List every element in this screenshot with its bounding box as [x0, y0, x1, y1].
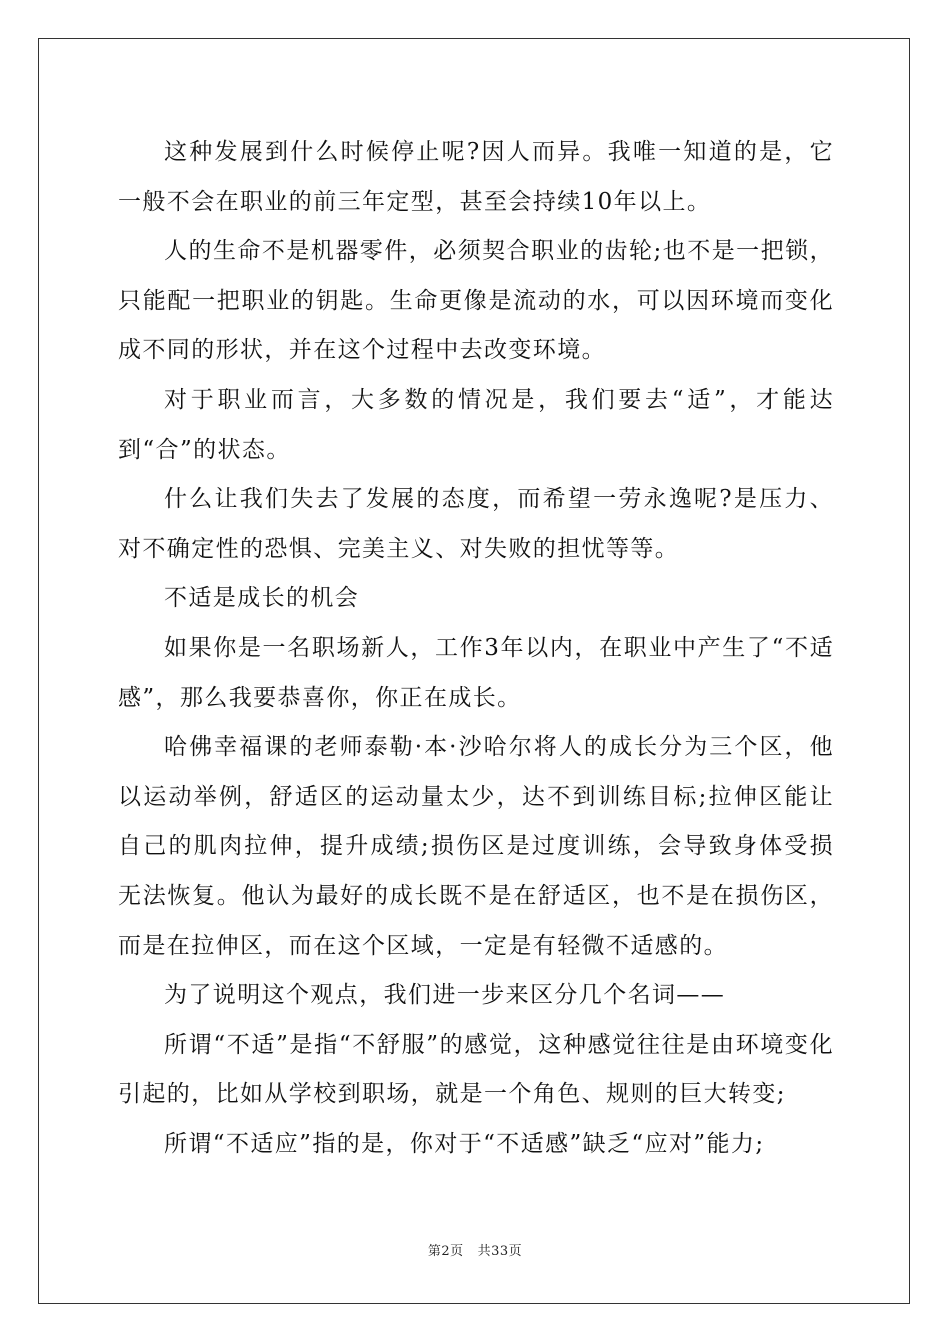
paragraph-7: 哈佛幸福课的老师泰勒·本·沙哈尔将人的成长分为三个区，他以运动举例，舒适区的运动量太少，达不到训练目标;拉伸区能让自己的肌肉拉伸，提升成绩;损伤区是过度训练，会导致身体受损无法恢复。他认为最好的成长既不是在舒适区，也不是在损伤区，而是在拉伸区，而在这个区域，一定是有轻微不适感的。 [118, 734, 834, 959]
paragraph-10: 所谓“不适应”指的是，你对于“不适感”缺乏“应对”能力; [164, 1130, 765, 1157]
page-total: 共33页 [477, 1244, 523, 1259]
paragraph-3: 对于职业而言，大多数的情况是，我们要去“适”，才能达到“合”的状态。 [118, 386, 834, 463]
paragraph-2: 人的生命不是机器零件，必须契合职业的齿轮;也不是一把锁，只能配一把职业的钥匙。生命更像是流动的水，可以因环境而变化成不同的形状，并在这个过程中去改变环境。 [118, 238, 834, 364]
paragraph-4: 什么让我们失去了发展的态度，而希望一劳永逸呢?是压力、对不确定性的恐惧、完美主义、对失败的担忧等等。 [118, 486, 834, 562]
paragraph-6: 如果你是一名职场新人，工作3年以内，在职业中产生了“不适感”，那么我要恭喜你，你正在成长。 [118, 634, 834, 711]
document-body [118, 128, 834, 1169]
paragraph-1: 这种发展到什么时候停止呢?因人而异。我唯一知道的是，它一般不会在职业的前三年定型，甚至会持续10年以上。 [118, 139, 834, 215]
paragraph-8: 为了说明这个观点，我们进一步来区分几个名词—— [164, 982, 726, 1009]
page-footer [0, 1240, 950, 1259]
page-number: 第2页 [427, 1244, 464, 1259]
section-heading: 不适是成长的机会 [164, 585, 360, 612]
paragraph-9: 所谓“不适”是指“不舒服”的感觉，这种感觉往往是由环境变化引起的，比如从学校到职场，就是一个角色、规则的巨大转变; [118, 1031, 834, 1108]
